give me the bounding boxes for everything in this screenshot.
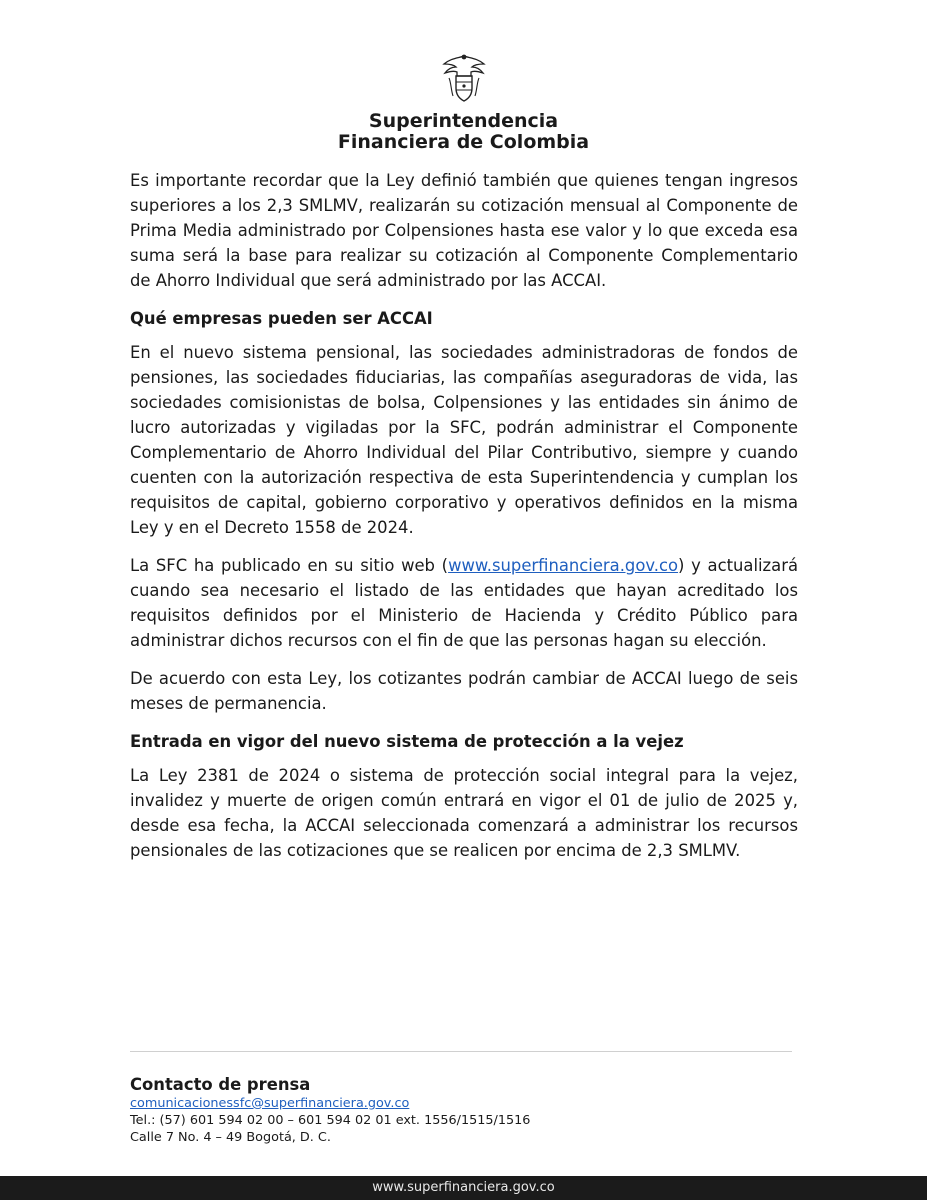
- press-email-link[interactable]: comunicacionessfc@superfinanciera.gov.co: [130, 1096, 410, 1111]
- letterhead: [0, 52, 927, 153]
- press-contact-title: Contacto de prensa: [130, 1075, 311, 1094]
- heading-accai-companies: Qué empresas pueden ser ACCAI: [130, 309, 433, 328]
- paragraph-law-2381: La Ley 2381 de 2024 o sistema de protección social integral para la vejez, invalidez y muerte de origen común entrará en vigor el 01 de julio de 2025 y, desde esa fecha, la ACCAI seleccionada comenzará a administrar los recursos pensionales de las cotizaciones que se realicen por encima de 2,3 SMLMV.: [130, 766, 798, 860]
- sfc-website-link[interactable]: www.superfinanciera.gov.co: [448, 556, 679, 575]
- paragraph-change-accai: De acuerdo con esta Ley, los cotizantes podrán cambiar de ACCAI luego de seis meses de permanencia.: [130, 669, 798, 713]
- org-name-line1: Superintendencia: [368, 110, 559, 132]
- footer-url: www.superfinanciera.gov.co: [0, 1176, 927, 1200]
- press-address: Calle 7 No. 4 – 49 Bogotá, D. C.: [130, 1130, 331, 1145]
- paragraph-sfc-website-start: La SFC ha publicado en su sitio web (: [130, 556, 449, 575]
- paragraph-income: Es importante recordar que la Ley definió también que quienes tengan ingresos superiores a los 2,3 SMLMV, realizarán su cotización mensual al Componente de Prima Media administrado por Colpensiones hasta ese valor y lo que exceda esa suma será la base para realizar su cotización al Componente Complementario de Ahorro Individual que será administrado por las ACCAI.: [130, 171, 798, 290]
- org-name-line2: Financiera de Colombia: [337, 131, 590, 153]
- coat-of-arms-icon: [441, 52, 487, 104]
- document-body: [130, 168, 798, 876]
- heading-entry-into-force: Entrada en vigor del nuevo sistema de protección a la vejez: [130, 732, 684, 751]
- press-phone: Tel.: (57) 601 594 02 00 – 601 594 02 01 ext. 1556/1515/1516: [130, 1113, 531, 1128]
- paragraph-sfc-website: [130, 553, 798, 653]
- paragraph-sfc-website-end: ) y actualizará cuando sea necesario el listado de las entidades que hayan acreditado los requisitos definidos por el Ministerio de Hacienda y Crédito Público para administrar dichos recursos con el fin de que las personas hagan su elección.: [130, 556, 798, 650]
- divider: [130, 1051, 792, 1052]
- press-contact: [130, 1075, 798, 1146]
- paragraph-accai-entities: En el nuevo sistema pensional, las sociedades administradoras de fondos de pensiones, las sociedades fiduciarias, las compañías aseguradoras de vida, las sociedades comisionistas de bolsa, Colpensiones y las entidades sin ánimo de lucro autorizadas y vigiladas por la SFC, podrán administrar el Componente Complementario de Ahorro Individual del Pilar Contributivo, siempre y cuando cuenten con la autorización respectiva de esta Superintendencia y cumplan los requisitos de capital, gobierno corporativo y operativos definidos en la misma Ley y en el Decreto 1558 de 2024.: [130, 343, 798, 537]
